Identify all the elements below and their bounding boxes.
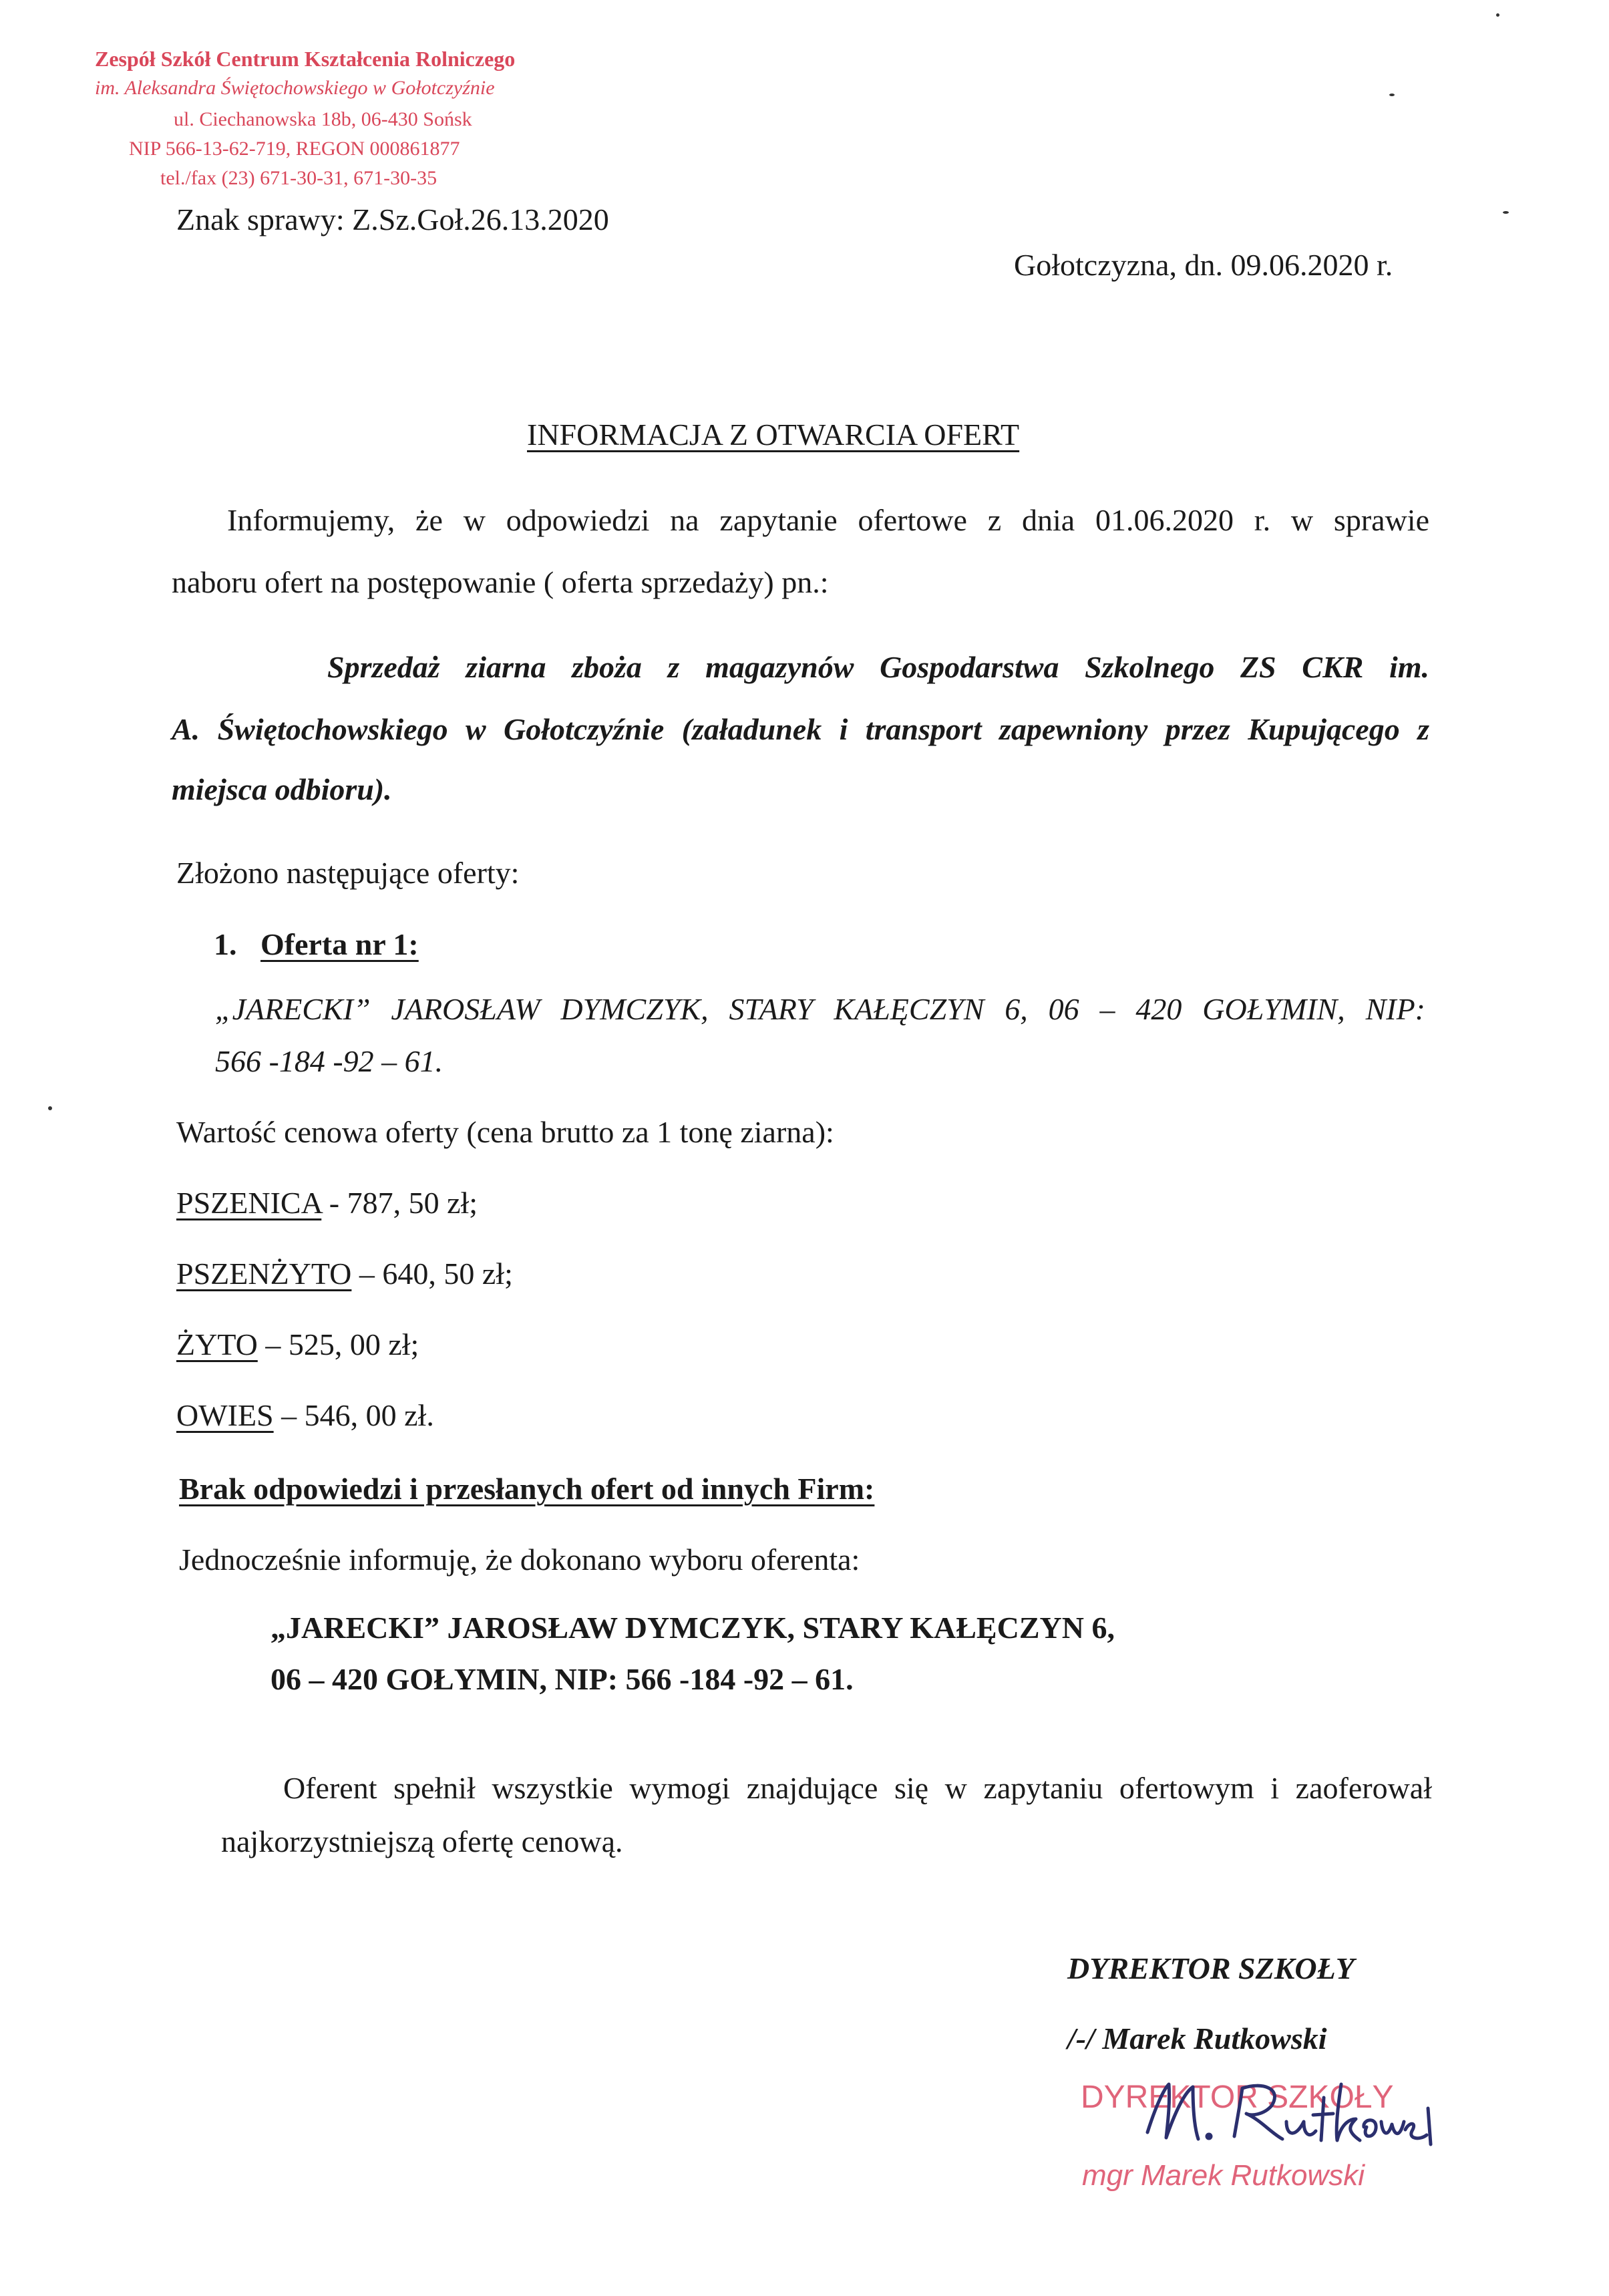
director-stamp-line-1: DYREKTOR SZKOŁY [1081, 2080, 1394, 2115]
scan-speck [1503, 211, 1509, 214]
stamp-line-3: ul. Ciechanowska 18b, 06-430 Sońsk [174, 108, 472, 130]
director-stamp-line-2: mgr Marek Rutkowski [1082, 2159, 1365, 2192]
scan-speck [48, 1106, 52, 1110]
conclusion-line-2: najkorzystniejszą ofertę cenową. [221, 1824, 623, 1858]
grain-name: PSZENŻYTO [176, 1257, 352, 1291]
signature-role: DYREKTOR SZKOŁY [1067, 1951, 1355, 1985]
grain-price: – 525, 00 zł; [257, 1327, 419, 1361]
stamp-line-2: im. Aleksandra Świętochowskiego w Gołotczyźnie [95, 77, 495, 99]
document-title: INFORMACJA Z OTWARCIA OFERT [527, 418, 1020, 452]
stamp-line-4: NIP 566-13-62-719, REGON 000861877 [129, 138, 460, 160]
scan-speck [1496, 13, 1499, 17]
price-row-triticale [176, 1256, 513, 1291]
selection-intro: Jednocześnie informuję, że dokonano wyboru oferenta: [179, 1542, 860, 1577]
offers-intro: Złożono następujące oferty: [176, 856, 520, 890]
grain-price: – 546, 00 zł. [273, 1398, 434, 1432]
subject-line-2: A. Świętochowskiego w Gołotczyźnie (załadunek i transport zapewniony przez Kupującego z [172, 712, 1429, 746]
conclusion-line-1: Oferent spełnił wszystkie wymogi znajdujące się w zapytaniu ofertowym i zaoferował [283, 1771, 1432, 1805]
offer-company-line-2: 566 -184 -92 – 61. [215, 1044, 443, 1078]
handwritten-signature [1129, 2058, 1436, 2171]
price-row-wheat [176, 1185, 478, 1220]
place-date: Gołotczyzna, dn. 09.06.2020 r. [1014, 248, 1393, 282]
intro-line-1: Informujemy, że w odpowiedzi na zapytanie ofertowe z dnia 01.06.2020 r. w sprawie [227, 503, 1429, 537]
price-row-oats [176, 1398, 434, 1433]
selected-line-2: 06 – 420 GOŁYMIN, NIP: 566 -184 -92 – 61. [271, 1662, 854, 1696]
case-number: Znak sprawy: Z.Sz.Goł.26.13.2020 [176, 202, 609, 236]
subject-line-1: Sprzedaż ziarna zboża z magazynów Gospodarstwa Szkolnego ZS CKR im. [327, 650, 1429, 684]
grain-price: – 640, 50 zł; [351, 1257, 513, 1291]
grain-price: - 787, 50 zł; [321, 1186, 478, 1220]
prices-heading: Wartość cenowa oferty (cena brutto za 1 tonę ziarna): [176, 1115, 834, 1149]
price-row-rye [176, 1327, 419, 1362]
intro-line-2: naboru ofert na postępowanie ( oferta sprzedaży) pn.: [172, 565, 829, 599]
grain-name: OWIES [176, 1398, 274, 1432]
offer-company-line-1: „JARECKI” JAROSŁAW DYMCZYK, STARY KAŁĘCZYN 6, 06 – 420 GOŁYMIN, NIP: [215, 992, 1425, 1026]
grain-name: ŻYTO [176, 1327, 258, 1361]
scan-speck [1389, 94, 1395, 96]
offer-number: 1. [214, 927, 237, 961]
signature-name: /-/ Marek Rutkowski [1067, 2021, 1327, 2056]
offer-title: Oferta nr 1: [260, 927, 419, 961]
stamp-line-5: tel./fax (23) 671-30-31, 671-30-35 [160, 167, 437, 189]
grain-name: PSZENICA [176, 1186, 322, 1220]
no-other-offers: Brak odpowiedzi i przesłanych ofert od innych Firm: [179, 1472, 875, 1506]
subject-line-3: miejsca odbioru). [172, 772, 392, 806]
stamp-line-1: Zespół Szkół Centrum Kształcenia Rolniczego [95, 47, 516, 71]
selected-line-1: „JARECKI” JAROSŁAW DYMCZYK, STARY KAŁĘCZYN 6, [271, 1611, 1115, 1645]
